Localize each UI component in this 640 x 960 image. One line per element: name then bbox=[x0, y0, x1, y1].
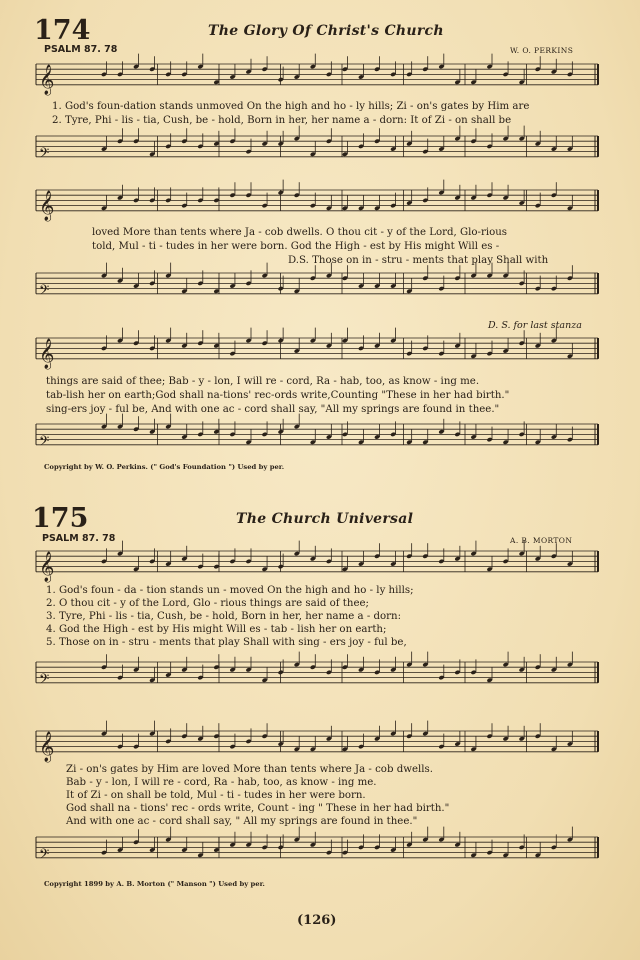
hymn-174-composer: W. O. PERKINS bbox=[510, 46, 574, 55]
svg-text:𝄞: 𝄞 bbox=[39, 551, 55, 582]
hymn-174-meter: PSALM 87. 78 bbox=[44, 44, 118, 55]
h174-s1-line1: 1. God's foun-dation stands unmoved On the high and ho - ly hills; Zi - on's gates by Him are bbox=[52, 101, 530, 112]
h174-s2-line1: loved More than tents where Ja - cob dwells. O thou cit - y of the Lord, Glo-rious bbox=[92, 227, 508, 238]
hymn-174-title: The Glory Of Christ's Church bbox=[208, 23, 444, 39]
h174-s3-line1: things are said of thee; Bab - y - lon, I will re - cord, Ra - hab, too, as know - ing me. bbox=[46, 376, 480, 387]
h175-s1-line1: 1. God's foun - da - tion stands un - moved On the high and ho - ly hills; bbox=[46, 585, 414, 596]
h175-s2-line3: It of Zi - on shall be told, Mul - ti - tudes in her were born. bbox=[66, 790, 366, 801]
svg-text:𝄞: 𝄞 bbox=[39, 64, 55, 95]
page-number: (126) bbox=[297, 913, 337, 928]
h174-s3-line3: sing-ers joy - ful be, And with one ac - cord shall say, "All my springs are found in thee." bbox=[46, 404, 500, 415]
h174-s2-line2: told, Mul - ti - tudes in her were born. God the High - est by His might Will es - bbox=[92, 241, 500, 252]
svg-text:𝄞: 𝄞 bbox=[39, 731, 55, 762]
svg-text:𝄞: 𝄞 bbox=[39, 338, 55, 369]
h175-s2-line4: God shall na - tions' rec - ords write, Count - ing " These in her had birth." bbox=[66, 803, 450, 814]
svg-text:𝄢: 𝄢 bbox=[39, 281, 50, 301]
h175-s1-line3: 3. Tyre, Phi - lis - tia, Cush, be - hold, Born in her, her name a - dorn: bbox=[46, 611, 402, 622]
svg-text:𝄢: 𝄢 bbox=[39, 144, 50, 164]
h174-ds-note: D. S. for last stanza bbox=[488, 320, 582, 331]
h174-copyright: Copyright by W. O. Perkins. (" God's Foundation ") Used by per. bbox=[44, 463, 285, 471]
h174-s2-line3: D.S. Those on in - stru - ments that play Shall with bbox=[288, 255, 549, 266]
h175-s2-line5: And with one ac - cord shall say, " All my springs are found in thee." bbox=[66, 816, 418, 827]
h174-s3-line2: tab-lish her on earth;God shall na-tions' rec-ords write,Counting "These in her had birth." bbox=[46, 390, 510, 401]
svg-text:𝄢: 𝄢 bbox=[39, 845, 50, 865]
h175-s2-line2: Bab - y - lon, I will re - cord, Ra - hab, too, as know - ing me. bbox=[66, 777, 377, 788]
h175-s1-line2: 2. O thou cit - y of the Lord, Glo - rious things are said of thee; bbox=[46, 598, 369, 609]
hymn-175-title: The Church Universal bbox=[236, 511, 414, 527]
h175-copyright: Copyright 1899 by A. B. Morton (" Manson ") Used by per. bbox=[44, 880, 265, 888]
svg-text:𝄞: 𝄞 bbox=[39, 190, 55, 221]
h175-s1-line4: 4. God the High - est by His might Will es - tab - lish her on earth; bbox=[46, 624, 387, 635]
hymn-175-meter: PSALM 87. 78 bbox=[42, 533, 116, 544]
svg-text:𝄢: 𝄢 bbox=[39, 670, 50, 690]
h174-s1-line2: 2. Tyre, Phi - lis - tia, Cush, be - hold, Born in her, her name a - dorn: It of Zi - on shall be bbox=[52, 115, 512, 126]
h175-s1-line5: 5. Those on in - stru - ments that play Shall with sing - ers joy - ful be, bbox=[46, 637, 407, 648]
h175-s2-line1: Zi - on's gates by Him are loved More than tents where Ja - cob dwells. bbox=[66, 764, 433, 775]
svg-text:𝄢: 𝄢 bbox=[39, 432, 50, 452]
hymn-174-number: 174 bbox=[34, 15, 91, 46]
hymn-175-composer: A. B. MORTON bbox=[510, 536, 573, 545]
hymn-175-number: 175 bbox=[32, 503, 89, 534]
